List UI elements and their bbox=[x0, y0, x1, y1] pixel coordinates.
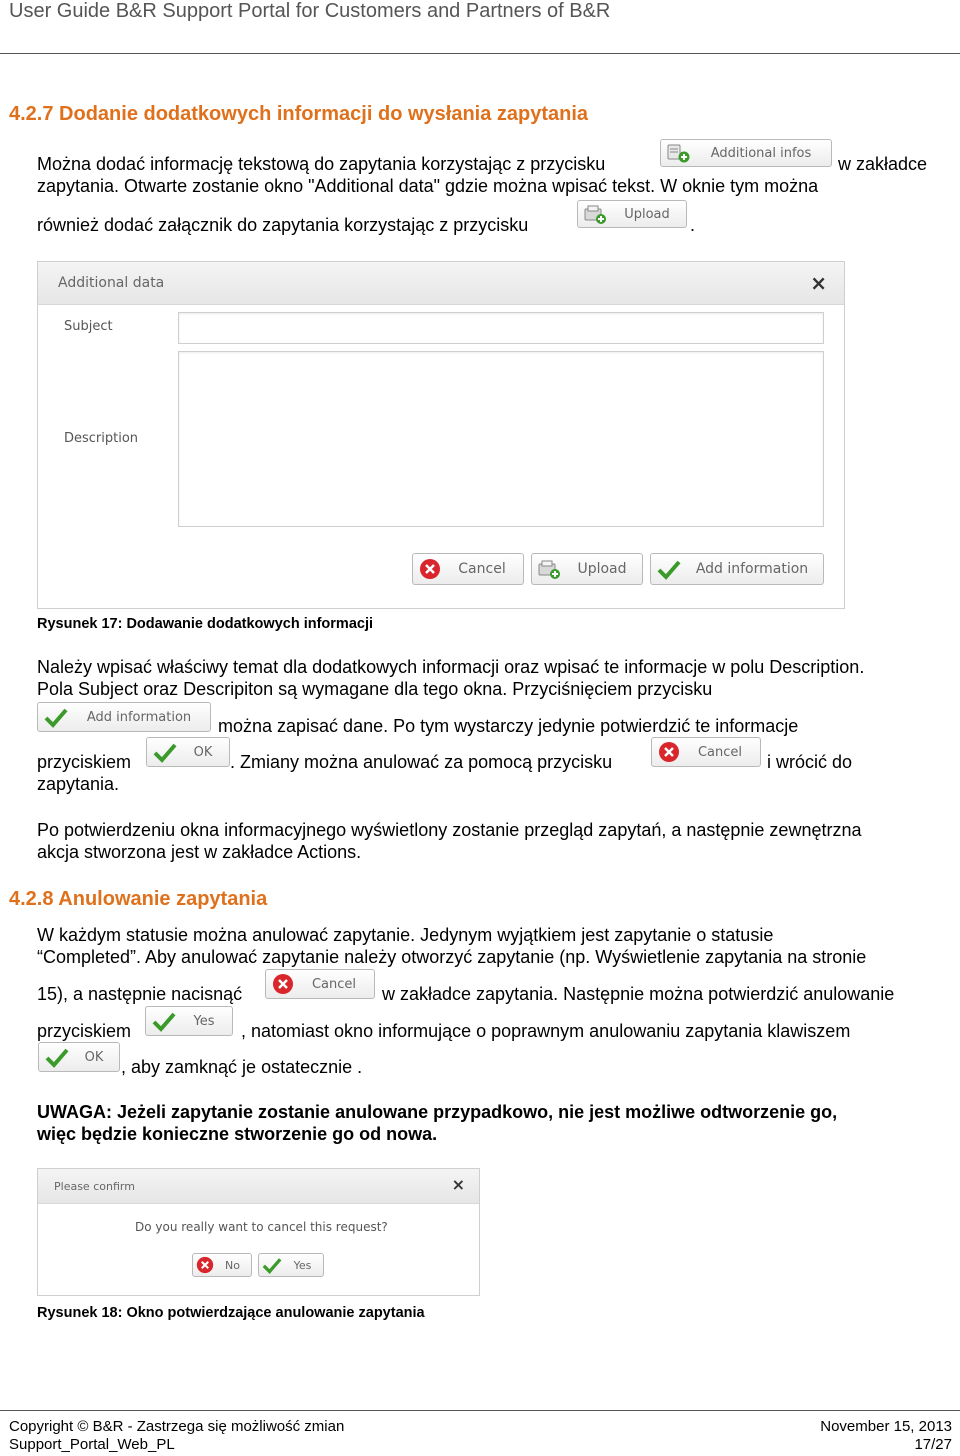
ok-label: OK bbox=[193, 744, 213, 760]
yes-button-inline[interactable] bbox=[145, 1006, 233, 1036]
footer-page-number: 17/27 bbox=[914, 1436, 952, 1453]
figure-caption-18: Rysunek 18: Okno potwierdzające anulowanie zapytania bbox=[37, 1305, 425, 1321]
footer-date: November 15, 2013 bbox=[820, 1418, 952, 1435]
footer-copyright: Copyright © B&R - Zastrzega się możliwość zmian bbox=[9, 1418, 345, 1435]
checkmark-icon bbox=[44, 706, 68, 728]
cancel-request-button-inline[interactable] bbox=[265, 969, 375, 999]
add-information-label: Add information bbox=[86, 709, 192, 725]
warning-line2: więc będzie konieczne stworzenie go od nowa. bbox=[37, 1124, 438, 1144]
para2-line3: można zapisać dane. Po tym wystarczy jedynie potwierdzić te informacje bbox=[218, 716, 799, 736]
para2-line4b: . Zmiany można anulować za pomocą przycisku bbox=[230, 752, 613, 772]
subject-input[interactable] bbox=[178, 312, 824, 344]
checkmark-icon bbox=[262, 1256, 282, 1274]
description-textarea[interactable] bbox=[178, 351, 824, 527]
cancel-request-label: Cancel bbox=[311, 976, 357, 992]
confirm-dialog-title: Please confirm bbox=[54, 1180, 135, 1193]
s428-para1-line4b: , natomiast okno informujące o poprawnym anulowaniu zapytania klawiszem bbox=[241, 1021, 851, 1041]
ok-button-inline[interactable] bbox=[146, 737, 230, 767]
additional-infos-label: Additional infos bbox=[710, 145, 812, 161]
additional-data-dialog bbox=[37, 261, 845, 609]
para2-line2: Pola Subject oraz Descripiton są wymagane dla tego okna. Przyciśnięciem przycisku bbox=[37, 679, 713, 699]
para1-line1b: w zakładce bbox=[838, 154, 928, 174]
cancel-button-inline[interactable] bbox=[651, 737, 761, 767]
description-label: Description bbox=[64, 431, 139, 446]
dialog-upload-label: Upload bbox=[577, 561, 627, 577]
footer-doc-id: Support_Portal_Web_PL bbox=[9, 1436, 175, 1453]
dialog-title: Additional data bbox=[58, 275, 165, 291]
para3-line2: akcja stworzona jest w zakładce Actions. bbox=[37, 842, 362, 862]
cancel-x-icon bbox=[419, 558, 441, 580]
upload-button-inline[interactable] bbox=[577, 200, 687, 228]
dialog-add-information-button[interactable] bbox=[650, 553, 824, 585]
dialog-header bbox=[38, 262, 844, 305]
s428-para1-line3b: w zakładce zapytania. Następnie można potwierdzić anulowanie bbox=[382, 984, 895, 1004]
confirm-question: Do you really want to cancel this request? bbox=[135, 1220, 388, 1234]
para3-line1: Po potwierdzeniu okna informacyjnego wyświetlony zostanie przegląd zapytań, a następnie zewnętrzna bbox=[37, 820, 862, 840]
cancel-x-icon bbox=[272, 973, 294, 995]
section-heading-427: 4.2.7 Dodanie dodatkowych informacji do wysłania zapytania bbox=[9, 103, 589, 125]
checkmark-icon bbox=[152, 1010, 176, 1032]
please-confirm-dialog bbox=[37, 1168, 480, 1296]
para1-line1a: Można dodać informację tekstową do zapytania korzystając z przycisku bbox=[37, 154, 606, 174]
para1-line2: zapytania. Otwarte zostanie okno "Additional data" gdzie można wpisać tekst. W oknie tym można bbox=[37, 176, 819, 196]
s428-para1-line4a: przyciskiem bbox=[37, 1021, 132, 1041]
cancel-x-icon bbox=[658, 741, 680, 763]
upload-icon bbox=[538, 558, 562, 580]
ok-button-inline-2[interactable] bbox=[38, 1042, 120, 1072]
dialog-add-information-label: Add information bbox=[695, 561, 809, 577]
upload-icon bbox=[584, 203, 608, 225]
dialog-cancel-button[interactable] bbox=[412, 553, 524, 585]
figure-caption-17: Rysunek 17: Dodawanie dodatkowych informacji bbox=[37, 616, 373, 632]
section-heading-428: 4.2.8 Anulowanie zapytania bbox=[9, 888, 268, 910]
s428-para1-line1: W każdym statusie można anulować zapytanie. Jedynym wyjątkiem jest zapytanie o statusie bbox=[37, 925, 774, 945]
subject-label: Subject bbox=[64, 319, 113, 334]
confirm-dialog-header bbox=[38, 1169, 479, 1204]
ok-label-2: OK bbox=[84, 1049, 104, 1065]
para1-line3b: . bbox=[690, 215, 696, 235]
cancel-x-icon bbox=[196, 1256, 214, 1274]
para2-line4a: przyciskiem bbox=[37, 752, 132, 772]
s428-para1-line2: “Completed”. Aby anulować zapytanie należy otworzyć zapytanie (np. Wyświetlenie zapytania na stronie bbox=[37, 947, 867, 967]
add-info-icon bbox=[667, 142, 691, 164]
confirm-no-label: No bbox=[225, 1258, 240, 1272]
confirm-yes-button[interactable] bbox=[258, 1253, 324, 1277]
para2-line5: zapytania. bbox=[37, 774, 120, 794]
s428-para1-line5: , aby zamknąć je ostatecznie . bbox=[121, 1057, 363, 1077]
document-header-title: User Guide B&R Support Portal for Customers and Partners of B&R bbox=[9, 0, 611, 22]
cancel-label: Cancel bbox=[697, 744, 743, 760]
confirm-no-button[interactable] bbox=[192, 1253, 252, 1277]
footer-rule bbox=[0, 1410, 960, 1411]
para2-line4c: i wrócić do bbox=[767, 752, 853, 772]
checkmark-icon bbox=[657, 558, 681, 580]
checkmark-icon bbox=[153, 741, 177, 763]
close-icon[interactable]: × bbox=[810, 271, 827, 295]
confirm-yes-label: Yes bbox=[293, 1258, 312, 1272]
para1-line3a: również dodać załącznik do zapytania korzystając z przycisku bbox=[37, 215, 529, 235]
header-rule bbox=[0, 53, 960, 54]
para2-line1: Należy wpisać właściwy temat dla dodatkowych informacji oraz wpisać te informacje w polu Description. bbox=[37, 657, 865, 677]
s428-para1-line3a: 15), a następnie nacisnąć bbox=[37, 984, 243, 1004]
warning-line1: UWAGA: Jeżeli zapytanie zostanie anulowane przypadkowo, nie jest możliwe odtworzenie go, bbox=[37, 1102, 838, 1122]
upload-label: Upload bbox=[624, 206, 670, 222]
additional-infos-button[interactable] bbox=[660, 139, 832, 167]
dialog-cancel-label: Cancel bbox=[458, 561, 506, 577]
add-information-button-inline[interactable] bbox=[37, 702, 211, 732]
checkmark-icon bbox=[45, 1046, 69, 1068]
close-icon[interactable]: × bbox=[451, 1175, 465, 1194]
yes-label: Yes bbox=[193, 1013, 215, 1029]
dialog-upload-button[interactable] bbox=[531, 553, 643, 585]
